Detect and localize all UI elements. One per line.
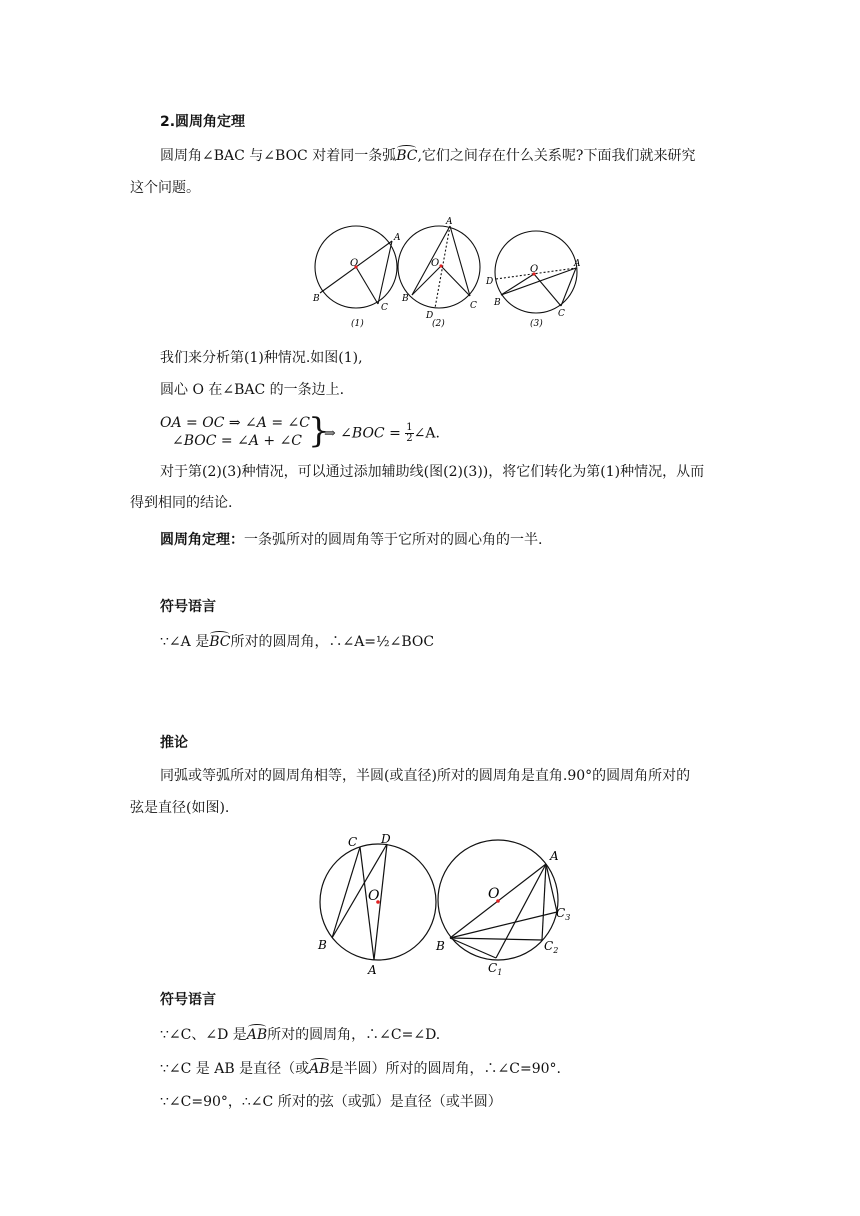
- intro-paragraph: [160, 146, 740, 166]
- eq-line1: OA = OC ⇒ ∠A = ∠C: [160, 415, 310, 431]
- other-cases-line1: 对于第(2)(3)种情况，可以通过添加辅助线(图(2)(3))，将它们转化为第(1)种情况，从而: [160, 464, 705, 480]
- svg-text:C2: $C_2$: [544, 939, 559, 955]
- fig-label-1: (1): [351, 319, 364, 329]
- corollary-line1: 同弧或等弧所对的圆周角相等，半圆(或直径)所对的圆周角是直角.90°的圆周角所对的: [160, 768, 691, 784]
- svg-text:B: B: [313, 294, 320, 304]
- arc-ab-2: AB: [309, 1061, 330, 1077]
- svg-text:B: B: [402, 294, 409, 304]
- fig-label-2: (2): [432, 319, 445, 329]
- intro-line2: 这个问题。: [130, 180, 200, 196]
- svg-text:D: D: [381, 832, 391, 846]
- analysis-line2: 圆心 O 在∠BAC 的一条边上.: [160, 382, 345, 398]
- svg-text:C: C: [470, 301, 477, 311]
- symbol-statement-1: ∵∠A 是BC所对的圆周角，∴∠A=½∠BOC: [160, 634, 435, 650]
- arc-ab-1: AB: [246, 1027, 268, 1043]
- corollary-symbol-line2: ∵∠C 是 AB 是直径（或AB是半圆）所对的圆周角，∴∠C=90°.: [160, 1061, 561, 1077]
- theorem-label: 圆周角定理：: [160, 532, 244, 548]
- svg-text:A: A: [446, 217, 453, 227]
- section-title: 2.圆周角定理: [160, 114, 246, 130]
- symbol-title-2: 符号语言: [160, 992, 216, 1008]
- svg-text:A: A: [394, 233, 401, 243]
- svg-text:A: A: [368, 963, 377, 976]
- svg-text:C: C: [381, 303, 388, 313]
- figure-corollary: [312, 830, 580, 976]
- svg-text:B: B: [494, 298, 501, 308]
- analysis-line1: 我们来分析第(1)种情况.如图(1),: [160, 350, 363, 366]
- svg-text:O: O: [350, 258, 359, 269]
- theorem-text: 一条弧所对的圆周角等于它所对的圆心角的一半.: [244, 532, 543, 548]
- svg-text:C: C: [348, 835, 358, 849]
- theorem-statement: [160, 530, 730, 550]
- svg-text:A: A: [574, 259, 581, 269]
- intro-text-1: 圆周角∠BAC 与∠BOC 对着同一条弧: [160, 148, 397, 164]
- corollary-title: 推论: [160, 735, 188, 751]
- svg-text:C3: $C_3$: [556, 906, 571, 922]
- svg-text:C1: $C_1$: [488, 961, 503, 976]
- proof-equation: [160, 411, 560, 454]
- svg-text:O: O: [530, 264, 539, 275]
- fig-label-3: (3): [530, 319, 543, 329]
- svg-text:B: B: [318, 938, 327, 952]
- corollary-symbol-line1: ∵∠C、∠D 是AB所对的圆周角，∴∠C=∠D.: [160, 1027, 441, 1043]
- svg-text:C: C: [558, 309, 565, 319]
- eq-line2: ∠BOC = ∠A + ∠C: [172, 433, 303, 449]
- eq-result: ⇒ ∠BOC = $\frac{1}{2}$ ∠A.: [324, 422, 440, 444]
- svg-text:B: B: [436, 939, 445, 953]
- svg-text:O: O: [431, 258, 440, 269]
- intro-text-2: ,它们之间存在什么关系呢?下面我们就来研究: [417, 148, 696, 164]
- other-cases-line2: 得到相同的结论.: [130, 495, 233, 511]
- arc-bc: BC: [396, 148, 418, 164]
- svg-text:D: D: [426, 311, 434, 321]
- svg-text:O: O: [488, 886, 500, 902]
- arc-bc-2: BC: [209, 634, 231, 650]
- corollary-symbol-line3: ∵∠C=90°，∴∠C 所对的弦（或弧）是直径（或半圆）: [160, 1094, 502, 1110]
- corollary-line2: 弦是直径(如图).: [130, 800, 230, 816]
- figure-circle-angles-1: [308, 214, 592, 332]
- brace-icon: }: [308, 411, 330, 451]
- symbol-title-1: 符号语言: [160, 599, 216, 615]
- svg-text:D: D: [486, 277, 494, 287]
- svg-text:A: A: [550, 849, 559, 863]
- svg-text:O: O: [368, 888, 380, 904]
